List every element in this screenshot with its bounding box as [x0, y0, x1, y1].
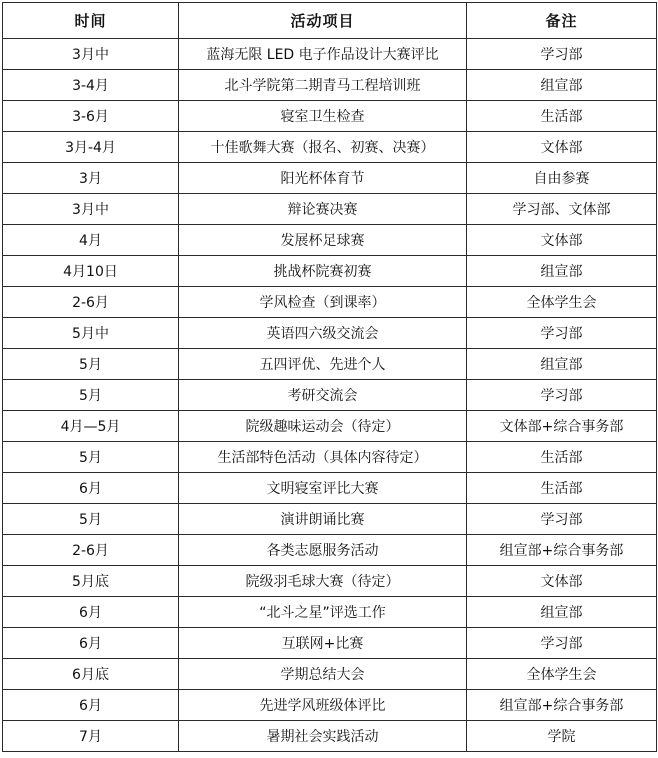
cell-time: 5月底	[3, 566, 179, 597]
table-row	[3, 659, 657, 690]
cell-time: 6月	[3, 473, 179, 504]
table-row	[3, 318, 657, 349]
table-row	[3, 194, 657, 225]
cell-time: 5月	[3, 504, 179, 535]
table-body	[3, 39, 657, 752]
cell-activity: 学期总结大会	[179, 659, 467, 690]
table-row	[3, 721, 657, 752]
cell-note: 组宣部	[467, 349, 657, 380]
cell-time: 4月10日	[3, 256, 179, 287]
cell-note: 学院	[467, 721, 657, 752]
table-row	[3, 690, 657, 721]
table-row	[3, 597, 657, 628]
cell-note: 学习部	[467, 39, 657, 70]
header-row	[3, 3, 657, 39]
cell-note: 学习部	[467, 318, 657, 349]
header-time: 时间	[3, 3, 179, 39]
cell-note: 学习部	[467, 380, 657, 411]
cell-activity: 各类志愿服务活动	[179, 535, 467, 566]
cell-time: 6月	[3, 628, 179, 659]
cell-activity: 院级羽毛球大赛（待定）	[179, 566, 467, 597]
cell-time: 3-4月	[3, 70, 179, 101]
cell-note: 自由参赛	[467, 163, 657, 194]
cell-note: 组宣部	[467, 256, 657, 287]
cell-activity: 演讲朗诵比赛	[179, 504, 467, 535]
table-row	[3, 411, 657, 442]
cell-activity: 生活部特色活动（具体内容待定）	[179, 442, 467, 473]
table-row	[3, 225, 657, 256]
cell-note: 组宣部+综合事务部	[467, 690, 657, 721]
cell-note: 全体学生会	[467, 287, 657, 318]
cell-activity: 发展杯足球赛	[179, 225, 467, 256]
cell-time: 5月	[3, 442, 179, 473]
cell-note: 文体部	[467, 566, 657, 597]
table-row	[3, 163, 657, 194]
table-row	[3, 566, 657, 597]
table-row	[3, 442, 657, 473]
cell-note: 文体部+综合事务部	[467, 411, 657, 442]
cell-time: 6月	[3, 597, 179, 628]
cell-activity: 阳光杯体育节	[179, 163, 467, 194]
cell-time: 6月	[3, 690, 179, 721]
cell-note: 文体部	[467, 132, 657, 163]
cell-activity: 寝室卫生检查	[179, 101, 467, 132]
cell-time: 5月	[3, 349, 179, 380]
cell-time: 5月	[3, 380, 179, 411]
cell-note: 生活部	[467, 442, 657, 473]
cell-time: 3月-4月	[3, 132, 179, 163]
cell-note: 组宣部	[467, 70, 657, 101]
cell-activity: 辩论赛决赛	[179, 194, 467, 225]
cell-time: 2-6月	[3, 535, 179, 566]
table-row	[3, 380, 657, 411]
table-row	[3, 101, 657, 132]
cell-activity: 互联网+比赛	[179, 628, 467, 659]
table-row	[3, 132, 657, 163]
cell-activity: “北斗之星”评选工作	[179, 597, 467, 628]
cell-note: 组宣部+综合事务部	[467, 535, 657, 566]
header-activity: 活动项目	[179, 3, 467, 39]
cell-activity: 学风检查（到课率）	[179, 287, 467, 318]
cell-time: 4月—5月	[3, 411, 179, 442]
cell-note: 学习部	[467, 504, 657, 535]
cell-time: 7月	[3, 721, 179, 752]
cell-activity: 院级趣味运动会（待定）	[179, 411, 467, 442]
cell-activity: 五四评优、先进个人	[179, 349, 467, 380]
cell-time: 6月底	[3, 659, 179, 690]
header-note: 备注	[467, 3, 657, 39]
cell-note: 组宣部	[467, 597, 657, 628]
cell-time: 3月	[3, 163, 179, 194]
table-row	[3, 39, 657, 70]
cell-time: 5月中	[3, 318, 179, 349]
cell-activity: 文明寝室评比大赛	[179, 473, 467, 504]
cell-note: 全体学生会	[467, 659, 657, 690]
table-row	[3, 70, 657, 101]
cell-activity: 先进学风班级体评比	[179, 690, 467, 721]
activity-schedule-table	[2, 2, 657, 752]
cell-note: 学习部	[467, 628, 657, 659]
table-row	[3, 349, 657, 380]
cell-activity: 北斗学院第二期青马工程培训班	[179, 70, 467, 101]
cell-activity: 挑战杯院赛初赛	[179, 256, 467, 287]
table-row	[3, 628, 657, 659]
cell-note: 学习部、文体部	[467, 194, 657, 225]
table-row	[3, 504, 657, 535]
table-row	[3, 535, 657, 566]
cell-time: 3月中	[3, 39, 179, 70]
cell-time: 2-6月	[3, 287, 179, 318]
cell-note: 生活部	[467, 473, 657, 504]
cell-note: 文体部	[467, 225, 657, 256]
table-row	[3, 287, 657, 318]
table-header	[3, 3, 657, 39]
cell-time: 3-6月	[3, 101, 179, 132]
cell-time: 4月	[3, 225, 179, 256]
cell-activity: 考研交流会	[179, 380, 467, 411]
cell-activity: 英语四六级交流会	[179, 318, 467, 349]
cell-activity: 暑期社会实践活动	[179, 721, 467, 752]
table-row	[3, 256, 657, 287]
cell-activity: 十佳歌舞大赛（报名、初赛、决赛）	[179, 132, 467, 163]
table-row	[3, 473, 657, 504]
cell-note: 生活部	[467, 101, 657, 132]
cell-time: 3月中	[3, 194, 179, 225]
cell-activity: 蓝海无限 LED 电子作品设计大赛评比	[179, 39, 467, 70]
